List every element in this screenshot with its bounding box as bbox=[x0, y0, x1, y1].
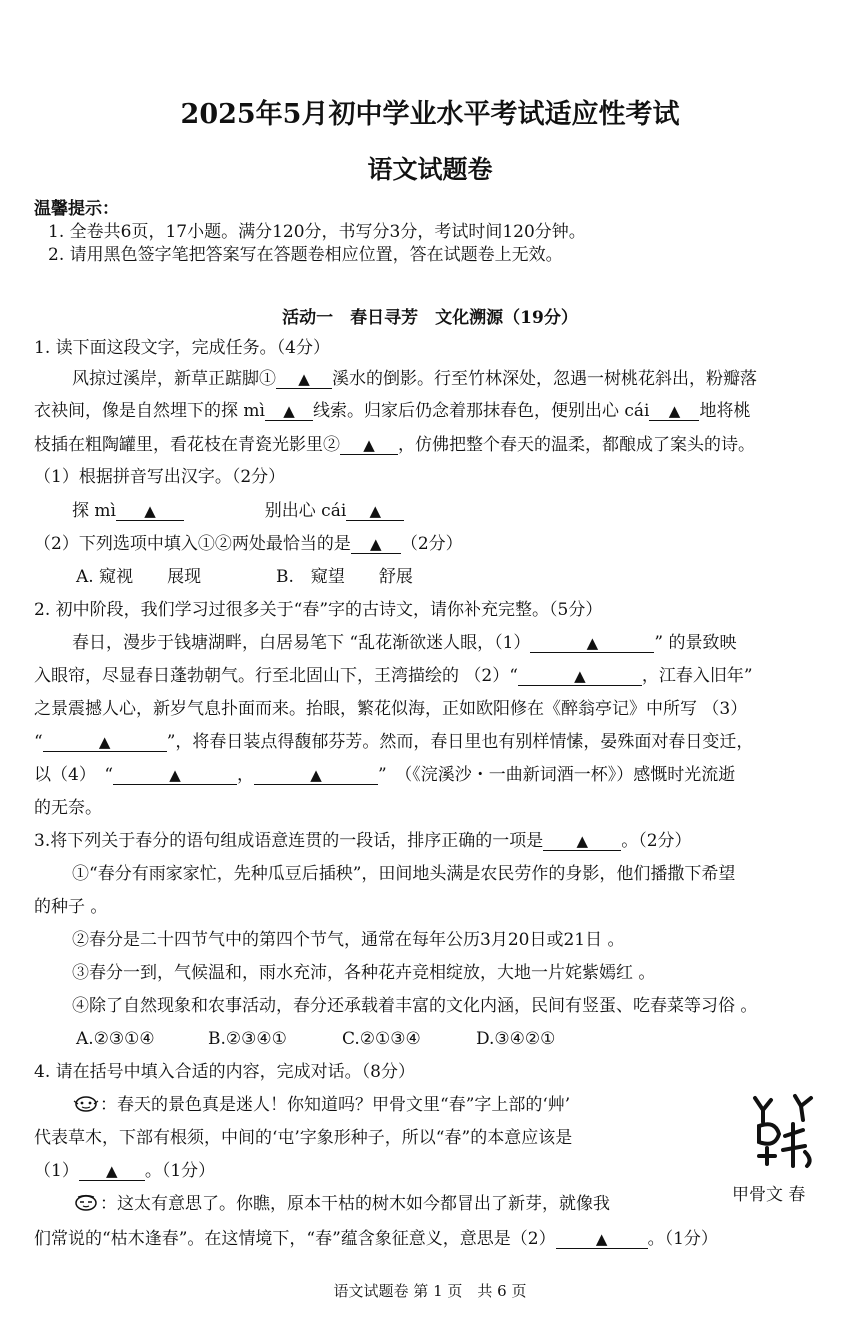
exam-title: 2025年5月初中学业水平考试适应性考试 bbox=[180, 99, 680, 130]
option-b[interactable]: B. 窥望 舒展 bbox=[276, 567, 413, 587]
speaker-b-face-icon bbox=[72, 1194, 100, 1212]
answer-blank[interactable]: ▲ bbox=[530, 634, 654, 653]
answer-blank[interactable]: ▲ bbox=[649, 402, 699, 421]
q3-stem: 3.将下列关于春分的语句组成语意连贯的一段话，排序正确的一项是 ▲ 。（2分） bbox=[34, 831, 692, 851]
tips-label: 温馨提示： bbox=[34, 199, 119, 219]
q3-sentence-4: ④除了自然现象和农事活动，春分还承载着丰富的文化内涵，民间有竖蛋、吃春菜等习俗 。 bbox=[72, 996, 758, 1016]
answer-blank[interactable]: ▲ bbox=[113, 766, 237, 785]
option-a[interactable]: A. 窥视 展现 bbox=[76, 567, 202, 587]
option-c[interactable]: C.②①③④ bbox=[342, 1029, 421, 1049]
answer-blank[interactable]: ▲ bbox=[543, 832, 621, 851]
option-a[interactable]: A.②③①④ bbox=[76, 1029, 155, 1049]
q4-stem: 4. 请在括号中填入合适的内容，完成对话。（8分） bbox=[34, 1062, 415, 1082]
answer-blank[interactable]: ▲ bbox=[518, 667, 642, 686]
text: 溪水的倒影。行至竹林深处，忽遇一树桃花斜出，粉瓣落 bbox=[332, 369, 757, 389]
q4-dialog-1c: （1） ▲ 。（1分） bbox=[34, 1161, 216, 1181]
q1-options bbox=[76, 566, 860, 588]
q2-line-2: 入眼帘，尽显春日蓬勃朝气。行至北固山下，王湾描绘的 （2）“ ▲ ，江春入旧年” bbox=[34, 666, 753, 686]
activity-title: 活动一 春日寻芳 文化溯源（19分） bbox=[282, 308, 578, 328]
tip-item-1: 1. 全卷共6页，17小题。满分120分，书写分3分，考试时间120分钟。 bbox=[48, 222, 586, 242]
speaker-a-face-icon bbox=[72, 1095, 100, 1113]
tip-item-2: 2. 请用黑色签字笔把答案写在答题卷相应位置，答在试题卷上无效。 bbox=[48, 245, 563, 265]
q2-line-1: 春日，漫步于钱塘湖畔，白居易笔下 “乱花渐欲迷人眼，（1） ▲ ” 的景致映 bbox=[72, 633, 737, 653]
answer-blank[interactable]: ▲ bbox=[556, 1230, 648, 1249]
answer-blank[interactable]: ▲ bbox=[116, 502, 184, 521]
answer-blank[interactable]: ▲ bbox=[340, 436, 398, 455]
q4-dialog-1a: ：春天的景色真是迷人！你知道吗？甲骨文里“春”字上部的‘艸’ bbox=[72, 1094, 732, 1116]
exam-subtitle: 语文试题卷 bbox=[367, 155, 493, 184]
q1-paragraph-line-3: 枝插在粗陶罐里，看花枝在青瓷光影里② ▲ ，仿佛把整个春天的温柔，都酿成了案头的诗。 bbox=[34, 435, 755, 455]
q2-line-6: 的无奈。 bbox=[34, 798, 102, 818]
q3-sentence-2: ②春分是二十四节气中的第四个节气，通常在每年公历3月20日或21日 。 bbox=[72, 930, 625, 950]
q3-sentence-1b: 的种子 。 bbox=[34, 897, 108, 917]
answer-blank[interactable]: ▲ bbox=[265, 402, 313, 421]
answer-blank[interactable]: ▲ bbox=[43, 733, 167, 752]
option-d[interactable]: D.③④②① bbox=[476, 1029, 556, 1049]
q1-sub1: （1）根据拼音写出汉字。（2分） bbox=[34, 467, 286, 487]
q2-line-4: “ ▲ ”，将春日装点得馥郁芬芳。然而，春日里也有别样情愫，晏殊面对春日变迁， bbox=[34, 732, 754, 752]
q2-line-3: 之景震撼人心，新岁气息扑面而来。抬眼，繁花似海，正如欧阳修在《醉翁亭记》中所写 （3） bbox=[34, 699, 748, 719]
q1-sub2: （2）下列选项中填入①②两处最恰当的是 ▲ （2分） bbox=[34, 534, 463, 554]
q2-stem: 2. 初中阶段，我们学习过很多关于“春”字的古诗文，请你补充完整。（5分） bbox=[34, 600, 603, 620]
glyph-caption: 甲骨文 春 bbox=[732, 1185, 806, 1205]
q1-stem: 1. 读下面这段文字，完成任务。（4分） bbox=[34, 338, 330, 358]
q3-options bbox=[76, 1028, 860, 1050]
q2-line-5: 以（4） “ ▲ ， ▲ ” （《浣溪沙・一曲新词酒一杯》）感慨时光流逝 bbox=[34, 765, 736, 785]
q3-sentence-3: ③春分一到，气候温和，雨水充沛，各种花卉竞相绽放，大地一片姹紫嫣红 。 bbox=[72, 963, 656, 983]
answer-blank[interactable]: ▲ bbox=[276, 370, 332, 389]
answer-blank[interactable]: ▲ bbox=[346, 502, 404, 521]
oracle-bone-chun-glyph-image bbox=[745, 1090, 825, 1170]
option-b[interactable]: B.②③④① bbox=[208, 1029, 287, 1049]
q4-dialog-2a: ：这太有意思了。你瞧，原本干枯的树木如今都冒出了新芽，就像我 bbox=[72, 1193, 722, 1215]
q1-paragraph-line-2: 衣袂间，像是自然埋下的探 mì ▲ 线索。归家后仍念着那抹春色，便别出心 cái ▲ 地将桃 bbox=[34, 401, 751, 421]
q1-sub1-items: 探 mì ▲ 别出心 cái ▲ bbox=[72, 500, 860, 522]
q4-dialog-2b: 们常说的“枯木逢春”。在这情境下，“春”蕴含象征意义，意思是（2） ▲ 。（1分） bbox=[34, 1229, 718, 1249]
q4-dialog-1b: 代表草木，下部有根须，中间的‘屯’字象形种子，所以“春”的本意应该是 bbox=[34, 1128, 573, 1148]
answer-blank[interactable]: ▲ bbox=[351, 535, 401, 554]
page-footer: 语文试题卷 第 1 页 共 6 页 bbox=[333, 1282, 527, 1300]
q1-paragraph-line-1 bbox=[72, 368, 860, 390]
answer-blank[interactable]: ▲ bbox=[79, 1162, 145, 1181]
q3-sentence-1a: ①“春分有雨家家忙，先种瓜豆后插秧”，田间地头满是农民劳作的身影，他们播撒下希望 bbox=[72, 864, 736, 884]
answer-blank[interactable]: ▲ bbox=[254, 766, 378, 785]
text: 风掠过溪岸，新草正踮脚① bbox=[72, 369, 276, 389]
